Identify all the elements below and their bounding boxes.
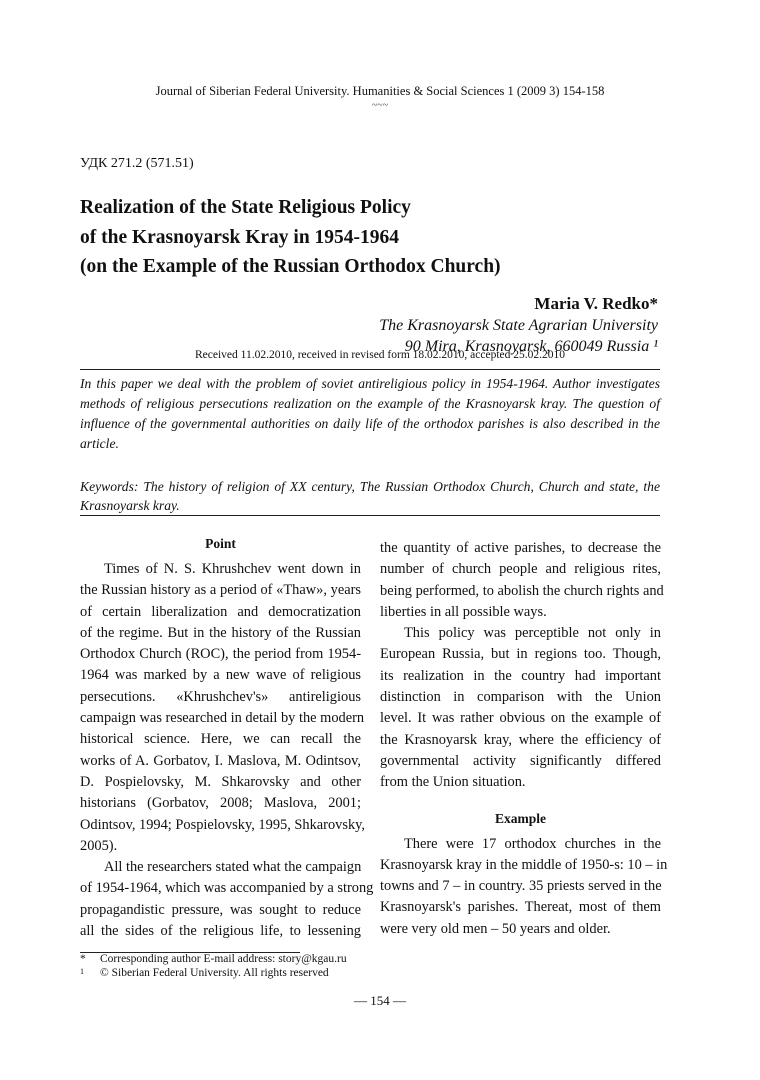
text-line: campaign was researched in detail by the modern <box>80 710 365 727</box>
abstract: In this paper we deal with the problem of soviet antireligious policy in 1954-1964. Author investigates methods of religious persecutions realization on the example of the Krasnoyarsk kray. The question of influence of the governmental authorities on daily life of the orthodox parishes is also described in the article. <box>80 376 660 451</box>
text-line: Odintsov, 1994; Pospielovsky, 1995, Shkarovsky, <box>80 816 366 833</box>
text-line: from the Union situation. <box>380 774 526 791</box>
text-line: distinction in comparison with the Union <box>380 689 661 706</box>
divider <box>80 369 660 370</box>
text-line: Krasnoyarsk's parishes. Thereat, most of them <box>380 899 661 916</box>
footnote <box>80 967 329 979</box>
paragraph <box>80 857 374 942</box>
text-line: number of church people and religious rites, <box>380 561 661 578</box>
text-line: Times of N. S. Khrushchev went down in <box>104 561 361 577</box>
text-line: D. Pospielovsky, M. Shkarovsky and other <box>80 773 361 790</box>
author-address: 90 Mira, Krasnoyarsk, 660049 Russia ¹ <box>404 338 658 355</box>
text-line: 1964 was marked by a new wave of religious <box>80 667 361 684</box>
footnote <box>80 953 347 965</box>
paragraph <box>380 623 661 793</box>
right-column <box>380 538 668 940</box>
text-line: the Russian history as a period of «Thaw», years <box>80 582 361 599</box>
title-line: Realization of the State Religious Policy <box>80 197 411 218</box>
paragraph <box>380 538 664 623</box>
page-number: — 154 — <box>354 993 406 1008</box>
received-dates: Received 11.02.2010, received in revised form 18.02.2010, accepted 25.02.2010 <box>194 349 566 361</box>
text-line: of 1954-1964, which was accompanied by a strong <box>80 880 374 897</box>
footnote-mark: 1 <box>80 967 84 976</box>
text-line: works of A. Gorbatov, I. Maslova, M. Odintsov, <box>80 752 361 769</box>
author-affiliation: The Krasnoyarsk State Agrarian University <box>379 317 658 334</box>
left-column <box>80 533 374 942</box>
section-heading: Point <box>205 536 236 551</box>
paragraph <box>80 559 366 857</box>
text-line: the quantity of active parishes, to decrease the <box>380 540 661 556</box>
text-line: towns and 7 – in country. 35 priests served in the <box>380 878 662 895</box>
text-line: There were 17 orthodox churches in the <box>404 835 661 852</box>
title-line: (on the Example of the Russian Orthodox Church) <box>80 256 501 277</box>
text-line: its realization in the country had important <box>380 667 661 684</box>
text-line: the Krasnoyarsk kray, where the efficiency of <box>380 731 661 748</box>
text-line: level. It was rather obvious on the example of <box>380 710 661 727</box>
text-line: All the researchers stated what the campaign <box>104 859 362 876</box>
text-line: were very old men – 50 years and older. <box>380 920 611 937</box>
text-line: propagandistic pressure, was sought to reduce <box>80 901 361 918</box>
text-line: liberties in all possible ways. <box>380 603 547 620</box>
udk-code: УДК 271.2 (571.51) <box>80 156 194 171</box>
text-line: of the regime. But in the history of the Russian <box>80 624 361 641</box>
divider <box>80 515 660 516</box>
section-heading: Example <box>494 810 546 826</box>
text-line: This policy was perceptible not only in <box>404 625 661 642</box>
text-line: governmental activity significantly differed <box>380 752 661 769</box>
footnote-text: © Siberian Federal University. All rights reserved <box>100 967 329 979</box>
title-line: of the Krasnoyarsk Kray in 1954-1964 <box>80 227 400 248</box>
footnote-mark: * <box>80 953 86 965</box>
text-line: being performed, to abolish the church rights and <box>380 582 664 599</box>
header-ornament: ~~~ <box>371 100 389 111</box>
journal-header: Journal of Siberian Federal University. Humanities & Social Sciences 1 (2009 3) 154-158 <box>155 84 605 98</box>
text-line: historical science. Here, we can recall the <box>80 731 361 748</box>
text-line: European Russia, but in regions too. Though, <box>380 646 661 663</box>
author-name: Maria V. Redko* <box>534 294 658 313</box>
keywords: Keywords: The history of religion of XX century, The Russian Orthodox Church, Church and state, the Krasnoyarsk kray. <box>80 479 660 513</box>
text-line: all the sides of the religious life, to lessening <box>80 923 361 940</box>
paragraph <box>380 834 668 940</box>
text-line: 2005). <box>80 837 118 854</box>
footnote-text: Corresponding author E-mail address: story@kgau.ru <box>100 953 347 965</box>
text-line: Krasnoyarsk kray in the middle of 1950-s: 10 – in <box>380 856 668 873</box>
text-line: Orthodox Church (ROC), the period from 1954- <box>80 646 361 663</box>
text-line: persecutions. «Khrushchev's» antireligious <box>80 688 361 705</box>
text-line: historians (Gorbatov, 2008; Maslova, 2001; <box>80 795 361 812</box>
text-line: of certain liberalization and democratization <box>80 603 361 620</box>
